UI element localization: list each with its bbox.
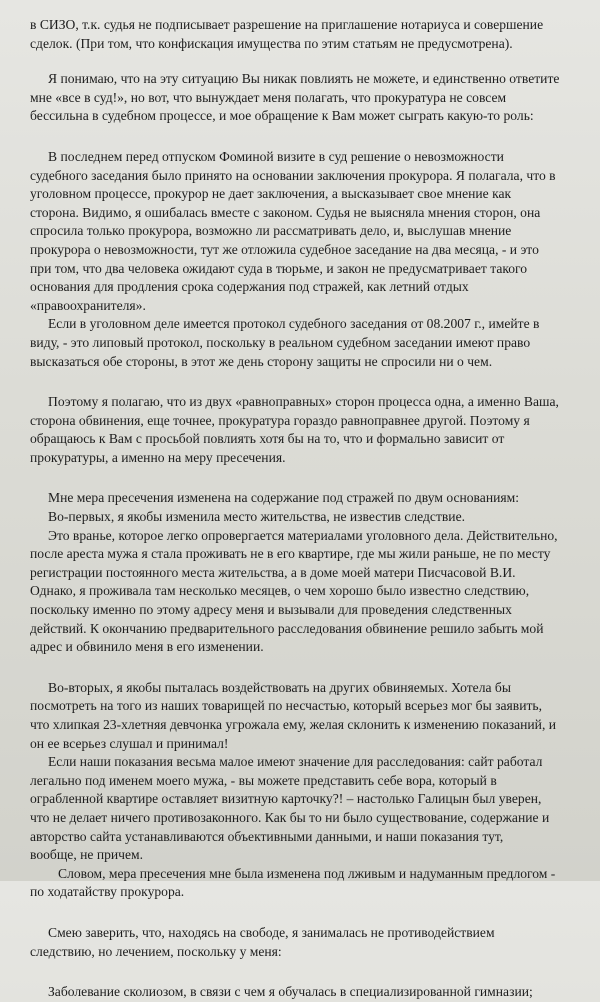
text-line: уголовном процессе, прокурор не дает заключения, а высказывает свое мнение как bbox=[30, 186, 512, 202]
text-line: Если в уголовном деле имеется протокол судебного заседания от 08.2007 г., имейте в bbox=[48, 316, 540, 332]
text-line: Словом, мера пресечения мне была изменена под лживым и надуманным предлогом - bbox=[58, 865, 556, 881]
paragraph-1 bbox=[30, 16, 578, 53]
text-line: обращаюсь к Вам с просьбой повлиять хотя бы на то, что и формально зависит от bbox=[30, 431, 505, 447]
text-line: Во-вторых, я якобы пыталась воздействовать на других обвиняемых. Хотела бы bbox=[48, 679, 511, 695]
paragraph-8 bbox=[30, 924, 578, 961]
text-line: легально под именем моего мужа, - вы можете представить себе вора, который в bbox=[30, 772, 497, 788]
paragraph-6 bbox=[30, 489, 578, 656]
text-line: действий. К окончанию предварительного расследования обвинение решило забыть мой bbox=[30, 620, 544, 636]
text-line: спросила только прокурора, возможно ли рассматривать дело, и, выслушав мнение bbox=[30, 223, 512, 239]
text-line: Поэтому я полагаю, что из двух «равноправных» сторон процесса одна, а именно Ваша, bbox=[48, 394, 559, 410]
text-line: авторство сайта устанавливаются объективными данными, и наши показания тут, bbox=[30, 828, 504, 844]
text-line: основания для продления срока содержания под стражей, как летний отдых bbox=[30, 279, 469, 295]
text-line: вообще, не причем. bbox=[30, 847, 144, 863]
text-line: при том, что два человека ожидают суда в тюрьме, и закон не предусматривает такого bbox=[30, 260, 528, 276]
text-line: адрес и обвинило меня в его изменении. bbox=[30, 639, 264, 655]
text-line: Заболевание сколиозом, в связи с чем я обучалась в специализированной гимназии; bbox=[48, 984, 533, 1000]
text-line: сделок. (При том, что конфискация имущества по этим статьям не предусмотрена). bbox=[30, 35, 513, 51]
text-line: судебного заседания было принято на основании заключения прокурора. Я полагала, что в bbox=[30, 167, 556, 183]
text-line: сторона обвинения, еще точнее, прокуратура гораздо равноправнее другой. Поэтому я bbox=[30, 412, 530, 428]
text-line: Это вранье, которое легко опровергается материалами уголовного дела. Действительно, bbox=[48, 527, 558, 543]
text-line: регистрации постоянного места жительства, а в доме моей матери Писчасовой В.И. bbox=[30, 564, 516, 580]
text-line: виду, - это липовый протокол, поскольку в реальном судебном заседании имеют право bbox=[30, 334, 531, 350]
text-line: что не делает ничего противозаконного. Как бы то ни было существование, содержание и bbox=[30, 809, 550, 825]
text-line: после ареста мужа я стала проживать не в его квартире, где мы жили раньше, не по месту bbox=[30, 546, 551, 562]
text-line: бессильна в судебном процессе, и мое обращение к Вам может сыграть какую-то роль: bbox=[30, 108, 534, 124]
text-line: сторона. Видимо, я ошибалась вместе с законом. Судья не выясняла мнения сторон, она bbox=[30, 204, 541, 220]
paragraph-4 bbox=[30, 315, 578, 371]
paragraph-5 bbox=[30, 393, 578, 467]
text-line: что хлипкая 23-хлетняя девчонка угрожала ему, желая склонить к изменению показаний, и bbox=[30, 717, 557, 732]
text-line: Мне мера пресечения изменена на содержание под стражей по двум основаниям: bbox=[48, 490, 520, 506]
text-line: прокуратуры, а именно на меру пресечения. bbox=[30, 449, 286, 465]
paragraph-7 bbox=[30, 679, 578, 902]
text-line: следствию, но лечением, поскольку у меня: bbox=[30, 943, 282, 959]
text-line: посмотреть на того из наших товарищей по несчастью, который всерьез мог бы заявить, bbox=[30, 698, 543, 714]
text-line: мне «все в суд!», но вот, что вынуждает меня полагать, что прокуратура не совсем bbox=[30, 89, 507, 105]
text-line: «правоохранителя». bbox=[30, 297, 146, 313]
paragraph-3 bbox=[30, 148, 578, 315]
text-line: по ходатайству прокурора. bbox=[30, 884, 185, 900]
text-line: В последнем перед отпуском Фоминой визите в суд решение о невозможности bbox=[48, 148, 504, 164]
paragraph-9 bbox=[30, 983, 578, 1002]
text-line: он ее всерьез слушал и принимал! bbox=[30, 735, 229, 751]
text-line: прокурора о невозможности, тут же отложила судебное заседание на два месяца, - и это bbox=[30, 241, 539, 257]
text-line: Во-первых, я якобы изменила место жительства, не известив следствие. bbox=[48, 509, 466, 525]
text-line: Однако, я проживала там несколько месяцев, о чем хорошо было известно следствию, bbox=[30, 583, 530, 599]
text-line: Смею заверить, что, находясь на свободе, я занималась не противодействием bbox=[48, 924, 495, 940]
text-line: в СИЗО, т.к. судья не подписывает разрешение на приглашение нотариуса и совершение bbox=[30, 17, 544, 32]
paragraph-2 bbox=[30, 70, 578, 126]
text-line: поскольку именно по этому адресу меня и вызывали для проведения следственных bbox=[30, 602, 512, 618]
text-line: ограбленной квартире оставляет визитную карточку?! – настолько Галицын был уверен, bbox=[30, 791, 542, 807]
text-line: Если наши показания весьма малое имеют значение для расследования: сайт работал bbox=[48, 754, 543, 770]
text-line: высказаться обе стороны, в этот же день сторону защиты не спросили ни о чем. bbox=[30, 353, 493, 369]
text-line: Я понимаю, что на эту ситуацию Вы никак повлиять не можете, и единственно ответите bbox=[48, 71, 560, 87]
